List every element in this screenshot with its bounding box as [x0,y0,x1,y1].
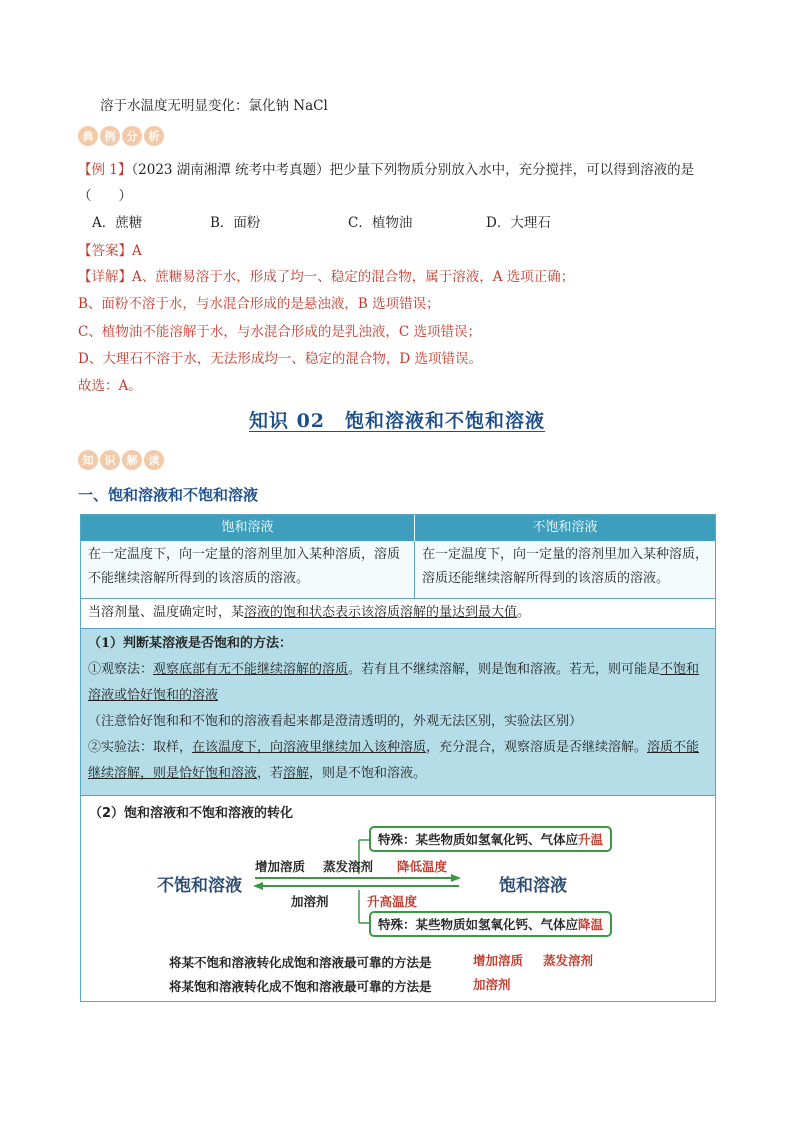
col2-header: 不饱和溶液 [415,515,715,541]
forward-add-solute: 增加溶质 [255,859,306,874]
example-stem-text: （2023 湖南湘潭 统考中考真题）把少量下列物质分别放入水中，充分搅拌，可以得到溶液的是 [131,162,695,178]
detail-line-4: D、大理石不溶于水，无法形成均一、稳定的混合物，D 选项错误。 [78,351,482,367]
m1-u1: 观察底部有无不能继续溶解的溶质 [153,662,349,677]
note-suffix: 。 [517,605,531,620]
answer-evaporate: 蒸发溶剂 [543,953,594,968]
option-d: D．大理石 [486,215,551,231]
m1-c: （注意恰好饱和和不饱和的溶液看起来都是澄清透明的，外观无法区别，实验法区别） [88,714,583,729]
answer-add-solvent: 加溶剂 [473,977,511,992]
m1-b: 。若有且不继续溶解，则是饱和溶液。若无，则可能是 [348,662,661,677]
question-to-unsaturated: 将某饱和溶液转化成不饱和溶液最可靠的方法是 [169,979,432,994]
special-box-bottom [369,911,612,937]
intro-line: 溶于水温度无明显变化：氯化钠 NaCl [100,98,328,114]
answer-line [78,241,142,261]
option-a: A．蔗糖 [92,215,143,231]
judge-panel [81,629,715,796]
note-underline: 溶液的饱和状态表示该溶质溶解的量达到最大值 [244,605,518,620]
forward-evaporate: 蒸发溶剂 [323,859,374,874]
backward-raise-temp: 升高温度 [367,894,418,909]
bottom-box-prefix: 特殊：某些物质如氢氧化钙、气体应 [378,917,579,932]
tag-char: 例 [100,126,120,146]
knowledge-reading-tag [78,450,164,470]
forward-lower-temp: 降低温度 [397,859,448,874]
knowledge-table [80,514,716,1002]
backward-arrowhead [253,882,263,890]
m1-a: ①观察法： [88,662,154,677]
answer-label: 【答案】 [78,243,132,259]
detail-text: A、蔗糖易溶于水，形成了均一、稳定的混合物，属于溶液，A 选项正确； [132,269,575,285]
m2-c: ，若 [257,766,284,781]
method-experiment [88,735,708,787]
top-box-prefix: 特殊：某些物质如氢氧化钙、气体应 [378,832,579,847]
m2-a: ②实验法：取样， [88,740,193,755]
tag-char: 典 [78,126,98,146]
top-box-red: 升温 [578,832,604,847]
tag-char: 解 [122,450,142,470]
detail-line-1 [78,267,574,287]
judge-title: （1）判断某溶液是否饱和的方法： [88,636,293,651]
right-label-saturated: 饱和溶液 [499,876,567,896]
table-note [81,599,715,629]
example-label: 【例 1】 [78,162,132,178]
col2-definition: 在一定温度下，向一定量的溶剂里加入某种溶质，溶质还能继续溶解所得到的该溶质的溶液。 [415,541,715,599]
backward-add-solvent: 加溶剂 [291,894,329,909]
detail-line-3: C、植物油不能溶解于水，与水混合形成的是乳浊液，C 选项错误； [78,324,481,340]
option-c: C．植物油 [348,215,413,231]
answer-add-solute: 增加溶质 [473,953,524,968]
conversion-title: （2）饱和溶液和不饱和溶液的转化 [89,806,294,821]
detail-label: 【详解】 [78,269,132,285]
section-title: 一、饱和溶液和不饱和溶液 [78,486,259,504]
method-observe [88,657,708,735]
tag-char: 析 [144,126,164,146]
forward-arrowhead [451,874,461,882]
option-b: B．面粉 [210,215,261,231]
tag-char: 知 [78,450,98,470]
m2-u1: 在该温度下，向溶液里继续加入该种溶质 [192,740,427,755]
detail-line-2: B、面粉不溶于水，与水混合形成的是悬浊液，B 选项错误； [78,296,440,312]
m2-d: ，则是不饱和溶液。 [309,766,427,781]
detail-line-5: 故选：A。 [78,378,142,394]
conversion-diagram [81,796,715,1001]
example-blank: （ ） [78,188,132,204]
question-to-saturated: 将某不饱和溶液转化成饱和溶液最可靠的方法是 [169,955,432,970]
bottom-box-red: 降温 [578,917,604,932]
knowledge-title: 知识 02 饱和溶液和不饱和溶液 [248,410,546,432]
example-analysis-tag [78,126,164,146]
tag-char: 读 [144,450,164,470]
m2-b: ，充分混合，观察溶质是否继续溶解。 [426,740,648,755]
m2-u2: 溶质不能继续溶解，则是恰好饱和溶液 [88,740,700,781]
tag-char: 识 [100,450,120,470]
tag-char: 分 [122,126,142,146]
left-label-unsaturated: 不饱和溶液 [157,876,242,896]
col1-definition: 在一定温度下，向一定量的溶剂里加入某种溶质，溶质不能继续溶解所得到的该溶质的溶液。 [81,541,415,599]
m1-u2: 不饱和溶液或恰好饱和的溶液 [88,662,700,703]
note-prefix: 当溶剂量、温度确定时，某 [88,605,245,620]
example-stem [78,160,694,180]
col1-header: 饱和溶液 [81,515,415,541]
m2-u3: 溶解 [283,766,310,781]
answer-value: A [132,243,142,259]
